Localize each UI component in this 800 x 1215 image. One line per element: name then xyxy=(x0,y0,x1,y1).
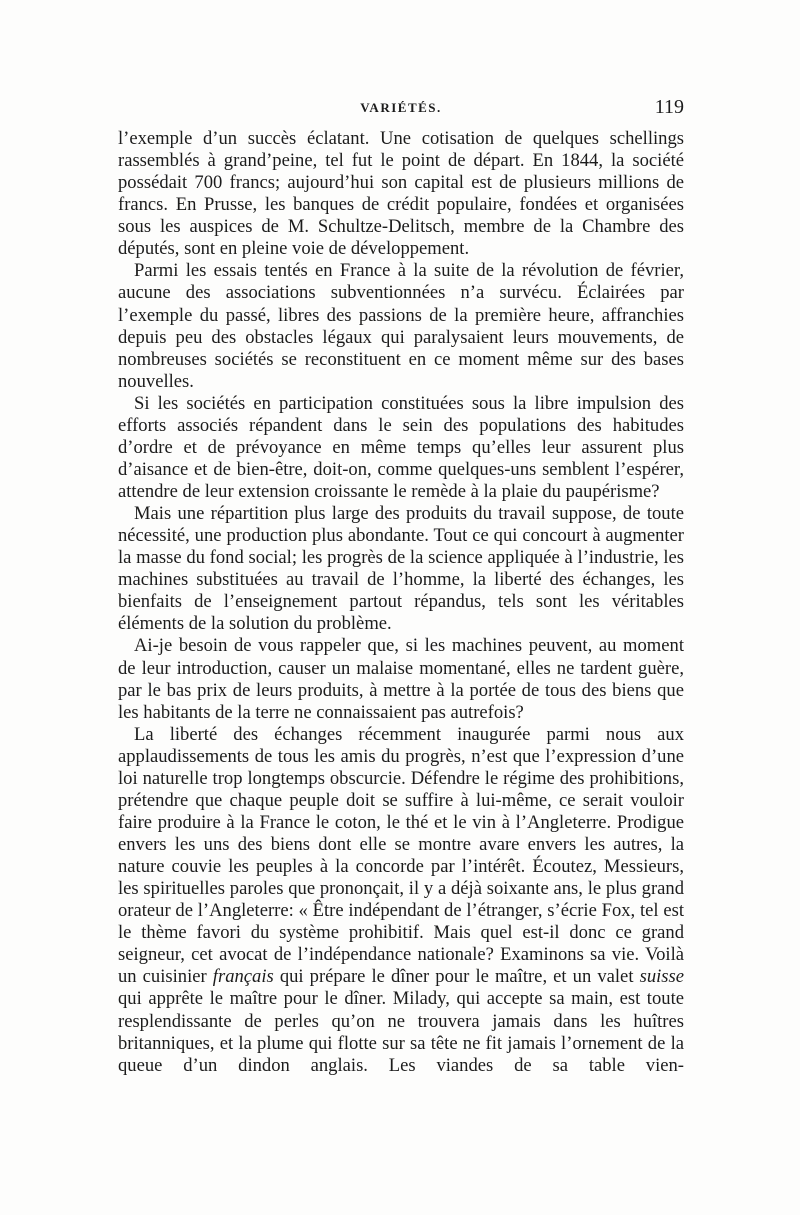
paragraph xyxy=(118,724,684,1077)
paragraph-text: qui apprête le maître pour le dîner. Milady, qui accepte sa main, est toute resplendissante de perles qu’on ne trouvera jamais dans les huîtres britanniques, et la plume qui flotte sur sa tête ne fit jamais l’ornement de la queue d’un dindon anglais. Les viandes de sa table vien- xyxy=(118,988,684,1076)
body-text xyxy=(118,128,684,1077)
paragraph-text: La liberté des échanges récemment inaugurée parmi nous aux applaudissements de tous les amis du progrès, n’est que l’expression d’une loi naturelle trop longtemps obscurcie. Défendre le régime des prohibitions, prétendre que chaque peuple doit se suffire à lui-même, ce serait vouloir faire produire à la France le coton, le thé et le vin à l’Angleterre. Prodigue envers les uns des biens dont elle se montre avare envers les autres, la nature couvie les peuples à la concorde par l’intérêt. Écoutez, Messieurs, les spirituelles paroles que prononçait, il y a déjà soixante ans, le plus grand orateur de l’Angleterre: « Être indépendant de l’étranger, s’écrie Fox, tel est le thème favori du système prohibitif. Mais quel est-il donc ce grand seigneur, cet avocat de l’indépendance nationale? Examinons sa vie. Voilà un cuisinier xyxy=(118,723,684,988)
italic-word: français xyxy=(212,966,274,988)
paragraph: Si les sociétés en participation constituées sous la libre impulsion des efforts associés répandent dans le sein des populations des habitudes d’ordre et de prévoyance en même temps qu’elles leur assurent plus d’aisance et de bien-être, doit-on, comme quelques-uns semblent l’espérer, attendre de leur extension croissante le remède à la plaie du paupérisme? xyxy=(118,392,684,502)
page-header xyxy=(118,96,684,124)
paragraph: Mais une répartition plus large des produits du travail suppose, de toute nécessité, une production plus abondante. Tout ce qui concourt à augmenter la masse du fond social; les progrès de la science appliquée à l’industrie, les machines substituées au travail de l’homme, la liberté des échanges, les bienfaits de l’enseignement partout répandus, tels sont les véritables éléments de la solution du problème. xyxy=(118,503,684,635)
paragraph: Parmi les essais tentés en France à la suite de la révolution de février, aucune des associations subventionnées n’a survécu. Éclairées par l’exemple du passé, libres des passions de la première heure, affranchies depuis peu des obstacles légaux qui paralysaient leurs mouvements, de nombreuses sociétés se reconstituent en ce moment même sur des bases nouvelles. xyxy=(118,260,684,392)
running-head: VARIÉTÉS. xyxy=(360,100,442,115)
paragraph: l’exemple d’un succès éclatant. Une cotisation de quelques schellings rassemblés à grand’peine, tel fut le point de départ. En 1844, la société possédait 700 francs; aujourd’hui son capital est de plusieurs millions de francs. En Prusse, les banques de crédit populaire, fondées et organisées sous les auspices de M. Schultze-Delitsch, membre de la Chambre des députés, sont en pleine voie de développement. xyxy=(118,128,684,260)
paragraph: Ai-je besoin de vous rappeler que, si les machines peuvent, au moment de leur introduction, causer un malaise momentané, elles ne tardent guère, par le bas prix de leurs produits, à mettre à la portée de tous des biens que les habitants de la terre ne connaissaient pas autrefois? xyxy=(118,635,684,723)
italic-word: suisse xyxy=(639,966,685,988)
paragraph-text: qui prépare le dîner pour le maître, et un valet xyxy=(273,966,640,988)
page-number: 119 xyxy=(654,96,684,118)
